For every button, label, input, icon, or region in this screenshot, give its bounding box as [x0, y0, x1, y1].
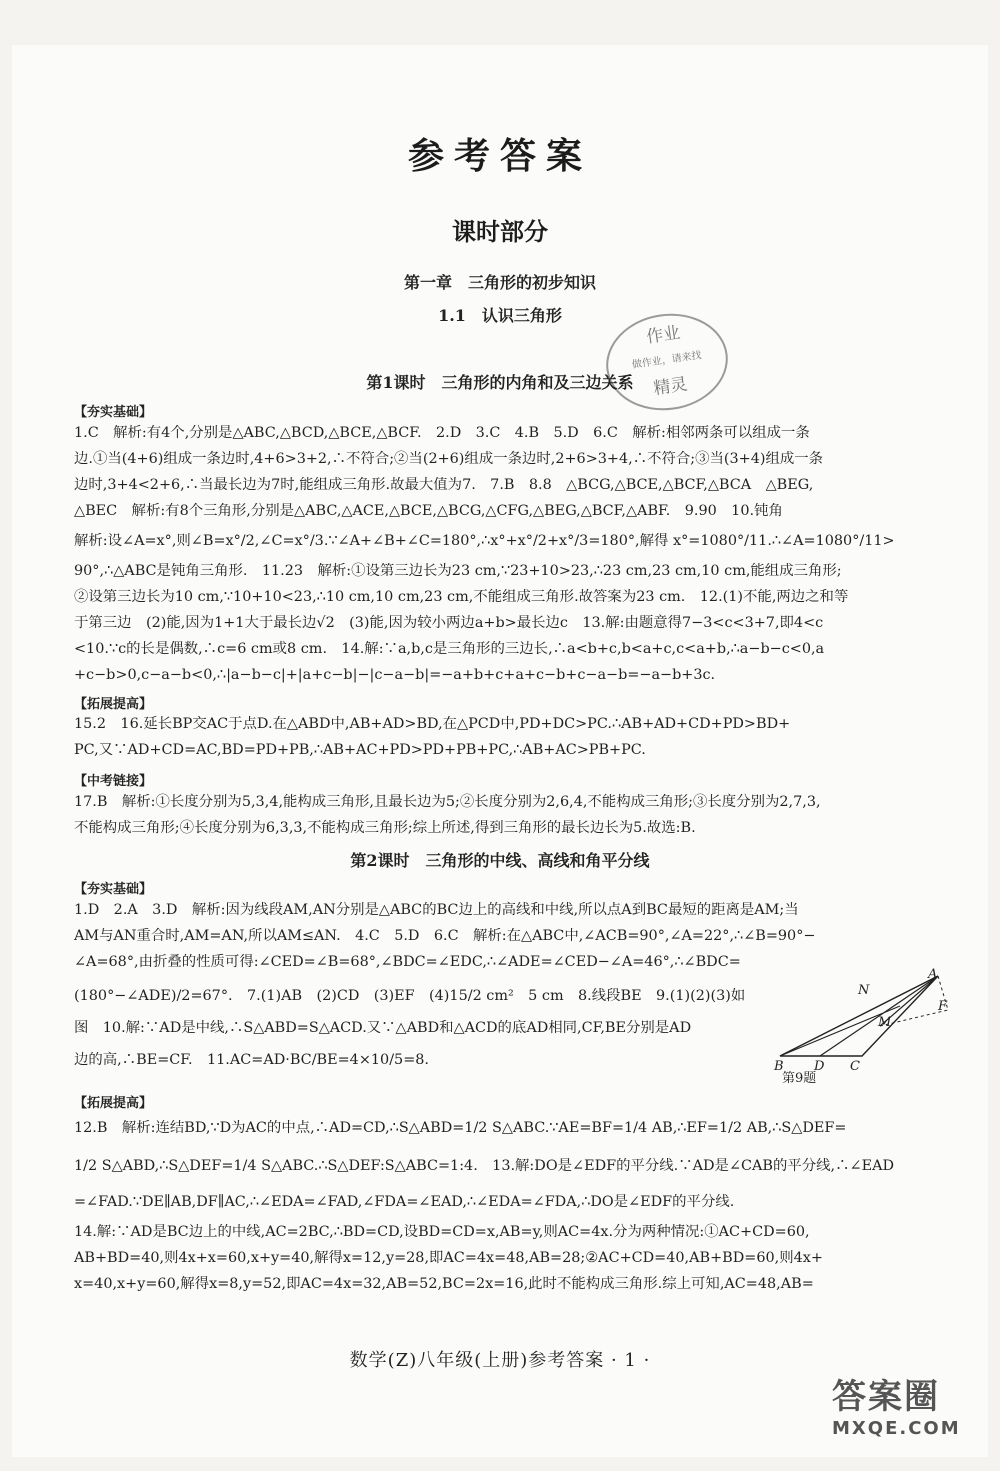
text-line: x=40,x+y=60,解得x=8,y=52,即AC=4x=32,AB=52,BC=2x=16,此时不能构成三角形.综上可知,AC=48,AB=	[74, 1276, 814, 1292]
text-line: 90°,∴△ABC是钝角三角形. 11.23 解析:①设第三边长为23 cm,∵23+10>23,∴23 cm,23 cm,10 cm,能组成三角形;	[74, 563, 842, 579]
fig-label-b: B	[774, 1059, 784, 1074]
text-line: AM与AN重合时,AM=AN,所以AM≤AN. 4.C 5.D 6.C 解析:在△ABC中,∠ACB=90°,∠A=22°,∴∠B=90°−	[74, 928, 816, 944]
fig-label-c: C	[850, 1059, 860, 1074]
text-line: 1/2 S△ABD,∴S△DEF=1/4 S△ABC.∴S△DEF:S△ABC=1:4. 13.解:DO是∠EDF的平分线.∵AD是∠CAB的平分线,∴∠EAD	[74, 1158, 894, 1174]
text-line: ②设第三边长为10 cm,∵10+10<23,∴10 cm,10 cm,23 cm,不能组成三角形.故答案为23 cm. 12.(1)不能,两边之和等	[74, 589, 849, 605]
stamp-line2: 做作业，请来找	[631, 350, 703, 371]
page-title: 参考答案	[407, 135, 592, 177]
text-line: 15.2 16.延长BP交AC于点D.在△ABD中,AB+AD>BD,在△PCD中,PD+DC>PC.∴AB+AD+CD+PD>BD+	[74, 716, 791, 732]
text-line: 边.①当(4+6)组成一条边时,4+6>3+2,∴不符合;②当(2+6)组成一条边时,2+6>3+4,∴不符合;③当(3+4)组成一条	[74, 451, 824, 467]
fig-label-d: D	[814, 1059, 825, 1074]
fig-label-f: F	[938, 999, 948, 1014]
text-line: ∠A=68°,由折叠的性质可得:∠CED=∠B=68°,∠BDC=∠EDC,∴∠ADE=∠CED−∠A=46°,∴∠BDC=	[74, 954, 741, 970]
text-line: 17.B 解析:①长度分别为5,3,4,能构成三角形,且最长边为5;②长度分别为2,6,4,不能构成三角形;③长度分别为2,7,3,	[74, 794, 821, 810]
text-line: 解析:设∠A=x°,则∠B=x°/2,∠C=x°/3.∵∠A+∠B+∠C=180°,∴x°+x°/2+x°/3=180°,解得 x°=1080°/11.∴∠A=1080°/11>	[74, 533, 895, 549]
watermark-logo: 答案圈	[832, 1377, 940, 1417]
chapter-title: 第一章 三角形的初步知识	[403, 273, 596, 292]
section-title: 1.1 认识三角形	[438, 306, 562, 325]
text-line: 1.D 2.A 3.D 解析:因为线段AM,AN分别是△ABC的BC边上的高线和中线,所以点A到BC最短的距离是AM;当	[74, 902, 799, 918]
lesson1-title: 第1课时 三角形的内角和及三边关系	[366, 373, 634, 392]
fig-label-m: M	[878, 1015, 892, 1030]
watermark-url: MXQE.COM	[832, 1418, 961, 1439]
fig-label-n: N	[858, 983, 870, 998]
text-line: 14.解:∵AD是BC边上的中线,AC=2BC,∴BD=CD,设BD=CD=x,AB=y,则AC=4x.分为两种情况:①AC+CD=60,	[74, 1224, 810, 1240]
lesson2-title: 第2课时 三角形的中线、高线和角平分线	[350, 851, 650, 870]
text-line: 于第三边 (2)能,因为1+1大于最长边√2 (3)能,因为较小两边a+b>最长边c 13.解:由题意得7−3<c<3+7,即4<c	[74, 615, 824, 631]
lesson1-exam-tag: 【中考链接】	[74, 774, 153, 789]
text-line: +c−b>0,c−a−b<0,∴|a−b−c|+|a+c−b|−|c−a−b|=−a+b+c+a+c−b+c−a−b=−a−b+3c.	[74, 667, 716, 683]
text-line: 图 10.解:∵AD是中线,∴S△ABD=S△ACD.又∵△ABD和△ACD的底AD相同,CF,BE分别是AD	[74, 1020, 692, 1036]
part-title: 课时部分	[452, 217, 548, 246]
lesson2-basic-tag: 【夯实基础】	[74, 882, 153, 897]
text-line: PC,又∵AD+CD=AC,BD=PD+PB,∴AB+AC+PD>PD+PB+PC,∴AB+AC>PB+PC.	[74, 742, 646, 758]
lesson1-ext-tag: 【拓展提高】	[74, 697, 153, 712]
figure-caption: 第9题	[782, 1071, 817, 1086]
text-line: 不能构成三角形;④长度分别为6,3,3,不能构成三角形;综上所述,得到三角形的最长边长为5.故选:B.	[74, 820, 696, 836]
site-watermark	[832, 1369, 982, 1449]
text-line: 边的高,∴BE=CF. 11.AC=AD·BC/BE=4×10/5=8.	[74, 1052, 430, 1068]
text-line: AB+BD=40,则4x+x=60,x+y=40,解得x=12,y=28,即AC=4x=48,AB=28;②AC+CD=40,AB+BD=60,则4x+	[74, 1250, 823, 1266]
stamp-line1: 作业	[645, 322, 682, 348]
stamp-line3: 精灵	[652, 374, 689, 400]
text-line: <10.∵c的长是偶数,∴c=6 cm或8 cm. 14.解:∵a,b,c是三角形的三边长,∴a<b+c,b<a+c,c<a+b,∴a−b−c<0,a	[74, 641, 825, 657]
page-footer: 数学(Z)八年级(上册)参考答案 · 1 ·	[349, 1350, 651, 1371]
text-line: 12.B 解析:连结BD,∵D为AC的中点,∴AD=CD,∴S△ABD=1/2 S△ABC.∵AE=BF=1/4 AB,∴EF=1/2 AB,∴S△DEF=	[74, 1120, 847, 1136]
text-line: 1.C 解析:有4个,分别是△ABC,△BCD,△BCE,△BCF. 2.D 3.C 4.B 5.D 6.C 解析:相邻两条可以组成一条	[74, 425, 810, 441]
lesson1-basic-tag: 【夯实基础】	[74, 405, 153, 420]
lesson2-ext-tag: 【拓展提高】	[74, 1096, 153, 1111]
text-line: 边时,3+4<2+6,∴当最长边为7时,能组成三角形.故最大值为7. 7.B 8.8 △BCG,△BCE,△BCF,△BCA △BEG,	[74, 477, 814, 493]
text-line: =∠FAD.∵DE∥AB,DF∥AC,∴∠EDA=∠FAD,∠FDA=∠EAD,∴∠EDA=∠FDA,∴DO是∠EDF的平分线.	[74, 1194, 735, 1210]
fig-label-a: A	[928, 968, 938, 982]
text-line: (180°−∠ADE)/2=67°. 7.(1)AB (2)CD (3)EF (4)15/2 cm² 5 cm 8.线段BE 9.(1)(2)(3)如	[74, 988, 746, 1004]
text-line: △BEC 解析:有8个三角形,分别是△ABC,△ACE,△BCE,△BCG,△CFG,△BEG,△BCF,△ABF. 9.90 10.钝角	[74, 503, 783, 519]
